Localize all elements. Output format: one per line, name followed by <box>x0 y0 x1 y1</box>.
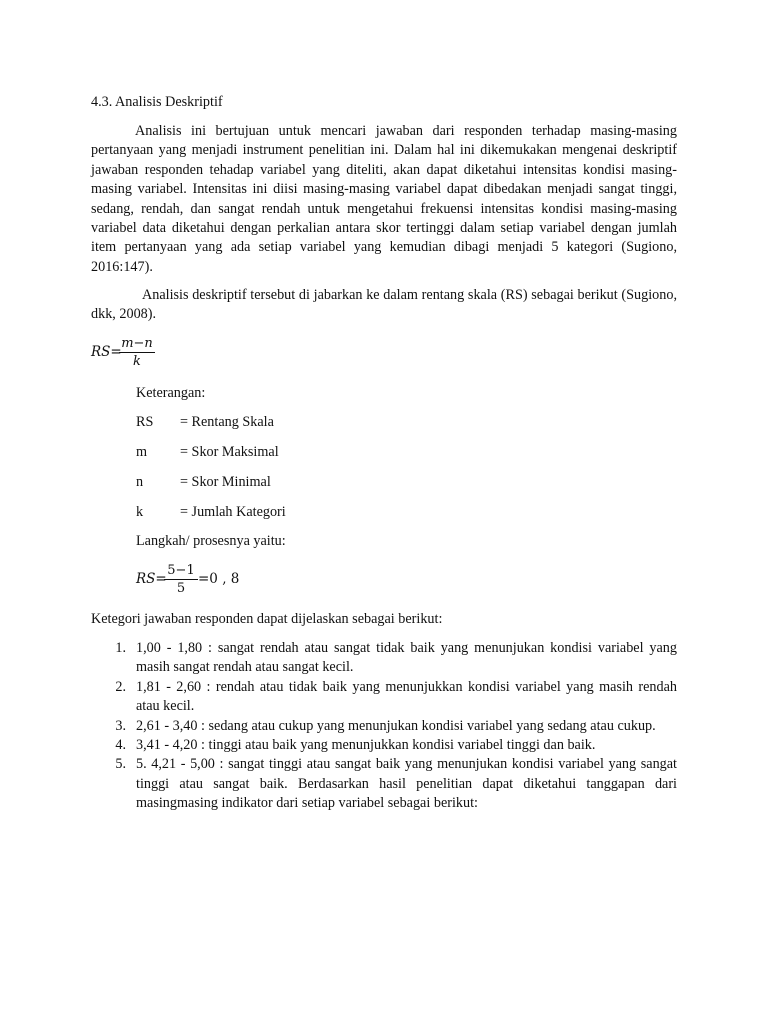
formula-calc-denominator: 5 <box>176 581 186 596</box>
categories-intro: Ketegori jawaban responden dapat dijelaskan sebagai berikut: <box>91 611 443 627</box>
list-item <box>91 639 677 678</box>
legend-desc-k: = Jumlah Kategori <box>180 504 286 520</box>
categories-list <box>91 639 677 814</box>
legend-desc-rs: = Rentang Skala <box>180 414 274 430</box>
formula-calc-equals: = <box>155 571 167 587</box>
formula-rs-lhs: RS <box>91 344 111 360</box>
list-item-text: 1,00 - 1,80 : sangat rendah atau sangat tidak baik yang menunjukan kondisi variabel yang masih sangat rendah atau sangat kecil. <box>136 640 677 676</box>
list-item-number: 2. <box>115 678 126 695</box>
list-item-text: 2,61 - 3,40 : sedang atau cukup yang menunjukan kondisi variabel yang sedang atau cukup. <box>136 717 656 734</box>
keterangan-title: Keterangan: <box>136 385 206 401</box>
formula-rs <box>91 343 122 362</box>
list-item-text: 1,81 - 2,60 : rendah atau tidak baik yang menunjukkan kondisi variabel yang masih rendah atau kecil. <box>136 678 677 715</box>
steps-label: Langkah/ prosesnya yaitu: <box>136 533 286 549</box>
list-item <box>91 755 677 813</box>
list-item-text: 3,41 - 4,20 : tinggi atau baik yang menunjukkan kondisi variabel tinggi dan baik. <box>136 737 596 754</box>
list-item-number: 1. <box>115 640 126 656</box>
legend-symbol-n: n <box>136 474 144 490</box>
list-item-number: 5. <box>115 756 126 773</box>
list-item-number: 4. <box>115 737 126 754</box>
list-item-number: 3. <box>115 717 126 734</box>
paragraph-intro: Analisis ini bertujuan untuk mencari jawaban dari responden terhadap masing-masing pertanyaan yang menjadi instrument penelitian ini. Dalam hal ini dikemukakan mengenai deskriptif jawaban responden tehadap variabel yang diteliti, akan dapat diketahui intensitas kondisi masing-masing variabel. Intensitas ini diisi masing-masing variabel dapat dibedakan menjadi sangat tinggi, sedang, rendah, dan sangat rendah untuk mengetahui frekuensi intensitas kondisi masing-masing variabel data diketahui dengan perkalian antara skor tertinggi dalam setiap variabel dengan jumlah item pertanyaan yang ada setiap variabel yang kemudian dibagi menjadi 5 kategori (Sugiono, 2016:147). <box>91 123 677 275</box>
list-item <box>91 678 677 717</box>
list-item-text: 5. 4,21 - 5,00 : sangat tinggi atau sangat baik yang menunjukan kondisi variabel yang sangat tinggi atau sangat baik. Berdasarkan hasil penelitian dapat diketahui tanggapan dari masingmasing indikator dari setiap variabel sebagai berikut: <box>136 756 677 812</box>
list-item <box>91 717 677 736</box>
legend-desc-n: = Skor Minimal <box>180 474 271 490</box>
formula-calc-lhs: RS <box>136 571 156 587</box>
fraction-bar <box>119 352 155 353</box>
legend-symbol-rs: RS <box>136 414 154 430</box>
section-heading: 4.3. Analisis Deskriptif <box>91 94 223 110</box>
formula-rs-denominator: k <box>133 354 141 369</box>
formula-calc-numerator: 5−1 <box>167 563 195 578</box>
formula-calc-result: =0 , 8 <box>198 571 240 587</box>
fraction-bar <box>164 579 198 580</box>
list-item <box>91 736 677 755</box>
legend-symbol-m: m <box>136 444 148 460</box>
formula-calc-fraction <box>164 563 198 596</box>
formula-rs-numerator: m−n <box>121 336 153 351</box>
legend-desc-m: = Skor Maksimal <box>180 444 279 460</box>
legend-symbol-k: k <box>136 504 144 520</box>
formula-calc <box>136 570 167 589</box>
formula-rs-equals: = <box>110 344 122 360</box>
formula-rs-fraction <box>119 336 155 369</box>
paragraph-rentang-skala: Analisis deskriptif tersebut di jabarkan ke dalam rentang skala (RS) sebagai berikut (Sugiono, dkk, 2008). <box>91 287 677 323</box>
